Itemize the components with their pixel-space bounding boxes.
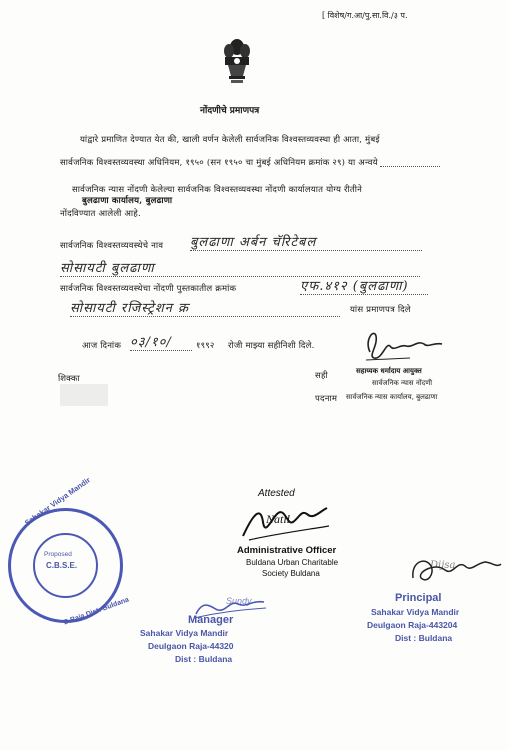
administrative-officer-signature-text: Natil	[266, 512, 291, 526]
trust-name-label: सार्वजनिक विश्वस्तव्यवस्थेचे नाव	[60, 241, 164, 251]
stamp-text-top: Sahakar Vidya Mandir	[23, 475, 92, 528]
principal-signature-text: Dijsa	[430, 560, 456, 571]
blank-line	[380, 166, 440, 167]
certificate-text-line-1: यांद्वारे प्रमाणित देण्यात येत की, खाली वर्णन केलेली सार्वजनिक विश्वस्तव्यवस्था ही आता, मुंबई	[80, 135, 380, 145]
registration-number-handwritten-2: सोसायटी रजिस्ट्रेशन क्र	[70, 298, 340, 317]
designation-label: पदनाम	[315, 394, 338, 404]
official-seal	[60, 384, 108, 406]
principal-district: Dist : Buldana	[395, 633, 453, 643]
principal-title: Principal	[395, 592, 442, 604]
certificate-text-line-2: सार्वजनिक विश्वस्तव्यवस्था अधिनियम, १९५० (सन १९५० चा मुंबई अधिनियम क्रमांक २९) या अन्वये	[60, 158, 378, 168]
stamp-text-center: C.B.S.E.	[46, 561, 78, 570]
date-prefix: आज दिनांक	[82, 341, 122, 351]
certificate-title: नोंदणीचे प्रमाणपत्र	[200, 106, 260, 116]
signatory-title-2: सार्वजनिक न्यास नोंदणी	[372, 379, 433, 387]
trust-name-handwritten-1: बुलढाणा अर्बन चॅरिटेबल	[190, 232, 422, 251]
administrative-officer-place: Society Buldana	[262, 569, 320, 578]
date-handwritten: ०३/१०/	[130, 332, 192, 351]
certificate-text-line-4: नोंदविण्यात आलेली आहे.	[60, 209, 141, 219]
certificate-text-line-3: सार्वजनिक न्यास नोंदणी केलेल्या सार्वजनिक विश्वस्तव्यवस्था नोंदणी कार्यालयात योग्य रीतीने	[72, 185, 363, 195]
registration-office: बुलढाणा कार्यालय, बुलढाणा	[82, 196, 173, 206]
attested-note: Attested	[258, 488, 295, 499]
registration-number-label: सार्वजनिक विश्वस्तव्यवस्थेचा नोंदणी पुस्तकातील क्रमांक	[60, 284, 237, 294]
certificate-issued-text: यांस प्रमाणपत्र दिले	[350, 305, 411, 315]
stamp-text-inner-top: Proposed	[44, 551, 72, 558]
registration-number-handwritten: एफ.४१२ (बुलढाणा)	[300, 276, 428, 295]
trust-name-handwritten-2: सोसायटी बुलढाणा	[60, 258, 420, 277]
administrative-officer-org: Buldana Urban Charitable	[246, 558, 339, 567]
manager-school-name: Sahakar Vidya Mandir	[140, 628, 229, 638]
signatory-title-1: सहाय्यक धर्मादाय आयुक्त	[356, 366, 422, 375]
national-emblem-icon	[219, 36, 255, 86]
document-reference: [ विशेष/ग.आ/पु.सा.वि./३ प.	[322, 11, 408, 20]
stamp-text-bottom: D.Raja Dist: Buldana	[62, 596, 130, 627]
administrative-officer-title: Administrative Officer	[237, 545, 337, 556]
designation-value: सार्वजनिक न्यास कार्यालय, बुलढाणा	[346, 393, 438, 401]
date-year: १९९२	[196, 341, 215, 351]
manager-signature-text: Sundy	[226, 596, 252, 606]
date-suffix: रोजी माझ्या सहीनिशी दिले.	[228, 341, 315, 351]
principal-school-name: Sahakar Vidya Mandir	[371, 607, 460, 617]
manager-district: Dist : Buldana	[175, 654, 233, 664]
registrar-signature	[360, 322, 450, 364]
manager-address: Deulgaon Raja-44320	[148, 641, 234, 651]
manager-title: Manager	[188, 614, 234, 626]
seal-label: शिक्का	[58, 374, 80, 384]
signature-label: सही	[315, 371, 328, 381]
principal-address: Deulgaon Raja-443204	[367, 620, 458, 630]
